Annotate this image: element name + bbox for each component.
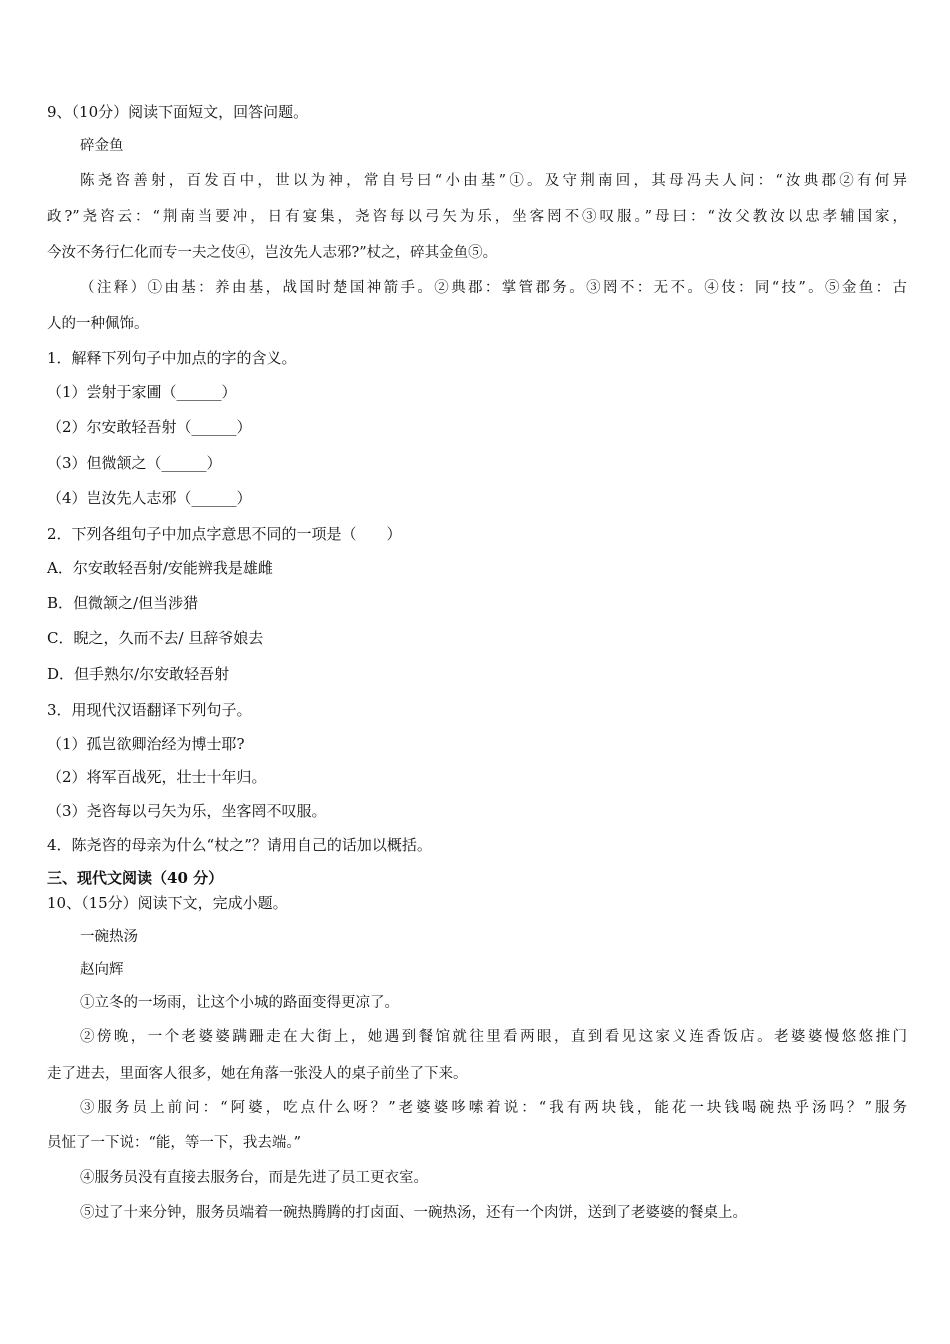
q9-header: 9、（10分）阅读下面短文，回答问题。 bbox=[47, 103, 309, 121]
q9-sub2-option-b: B．但微颔之/但当涉猎 bbox=[47, 594, 199, 612]
section3-heading: 三、现代文阅读（40 分） bbox=[47, 869, 224, 887]
q9-sub1-item: （3）但微颔之（______） bbox=[47, 454, 222, 472]
q9-sub2-option-c: C．睨之，久而不去/ 旦辞爷娘去 bbox=[47, 629, 264, 647]
q9-notes-line: 人的一种佩饰。 bbox=[47, 316, 149, 332]
q9-sub4-prompt: 4．陈尧咨的母亲为什么“杖之”？请用自己的话加以概括。 bbox=[47, 836, 432, 854]
q10-paragraph-line: 走了进去，里面客人很多，她在角落一张没人的桌子前坐了下来。 bbox=[47, 1066, 468, 1082]
q10-paragraph-line: ③服务员上前问：“阿婆，吃点什么呀？”老婆婆哆嗦着说：“我有两块钱，能花一块钱喝碗热乎汤吗？”服务 bbox=[80, 1100, 907, 1116]
q9-passage-title: 碎金鱼 bbox=[80, 138, 124, 154]
q9-sub3-item: （1）孤岂欲卿治经为博士耶? bbox=[47, 735, 245, 753]
q9-notes-line: （注释）①由基：养由基，战国时楚国神箭手。②典郡：掌管郡务。③罔不：无不。④伎：同“技”。⑤金鱼：古 bbox=[80, 280, 907, 296]
q10-paragraph-line: ⑤过了十来分钟，服务员端着一碗热腾腾的打卤面、一碗热汤，还有一个肉饼，送到了老婆婆的餐桌上。 bbox=[80, 1205, 747, 1221]
q9-sub3-item: （3）尧咨每以弓矢为乐，坐客罔不叹服。 bbox=[47, 802, 327, 820]
q9-passage-line: 陈尧咨善射，百发百中，世以为神，常自号曰“小由基”①。及守荆南回，其母冯夫人问：“汝典郡②有何异 bbox=[80, 173, 907, 189]
q9-sub3-item: （2）将军百战死，壮士十年归。 bbox=[47, 768, 267, 786]
q9-sub2-option-a: A．尔安敢轻吾射/安能辨我是雄雌 bbox=[47, 559, 273, 577]
q10-paragraph-line: 员怔了一下说：“能，等一下，我去端。” bbox=[47, 1135, 302, 1151]
q9-sub3-prompt: 3．用现代汉语翻译下列句子。 bbox=[47, 701, 252, 719]
q9-sub2-option-d: D．但手熟尔/尔安敢轻吾射 bbox=[47, 665, 230, 683]
q10-paragraph-line: ②傍晚，一个老婆婆蹒跚走在大街上，她遇到餐馆就往里看两眼，直到看见这家义连香饭店。老婆婆慢悠悠推门 bbox=[80, 1029, 907, 1045]
q10-story-title: 一碗热汤 bbox=[80, 929, 138, 945]
q9-sub1-item: （4）岂汝先人志邪（______） bbox=[47, 489, 252, 507]
q10-paragraph-line: ①立冬的一场雨，让这个小城的路面变得更凉了。 bbox=[80, 995, 399, 1011]
q10-author: 赵向辉 bbox=[80, 962, 124, 978]
q9-passage-line: 今汝不务行仁化而专一夫之伎④，岂汝先人志邪?”杖之，碎其金鱼⑤。 bbox=[47, 245, 498, 261]
q9-sub2-prompt: 2．下列各组句子中加点字意思不同的一项是（ ） bbox=[47, 525, 402, 543]
q10-header: 10、（15分）阅读下文，完成小题。 bbox=[47, 894, 288, 912]
q9-sub1-item: （2）尔安敢轻吾射（______） bbox=[47, 418, 252, 436]
q9-sub1-item: （1）尝射于家圃（______） bbox=[47, 383, 237, 401]
q9-passage-line: 政?”尧咨云：“荆南当要冲，日有宴集，尧咨每以弓矢为乐，坐客罔不③叹服。”母曰：“汝父教汝以忠孝辅国家， bbox=[47, 209, 907, 225]
q9-sub1-prompt: 1．解释下列句子中加点的字的含义。 bbox=[47, 349, 297, 367]
q10-paragraph-line: ④服务员没有直接去服务台，而是先进了员工更衣室。 bbox=[80, 1170, 428, 1186]
